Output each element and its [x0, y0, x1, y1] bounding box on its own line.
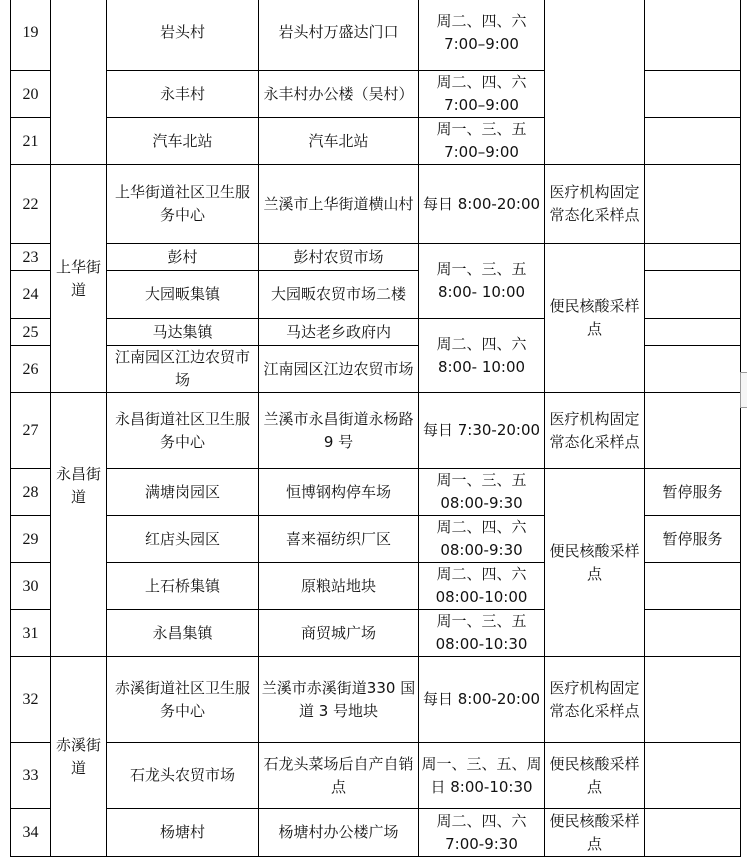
type-cell: 便民核酸采样点 [545, 469, 645, 657]
row-number: 29 [11, 516, 51, 563]
time-cell: 每日 8:00-20:00 [419, 657, 545, 743]
address-cell: 喜来福纺织厂区 [259, 516, 419, 563]
address-cell: 兰溪市上华街道横山村 [259, 165, 419, 244]
type-cell: 便民核酸采样点 [545, 244, 645, 393]
time-cell: 周一、三、五、周日 8:00-10:30 [419, 743, 545, 809]
time-cell: 每日 7:30-20:00 [419, 393, 545, 469]
address-cell: 石龙头菜场后自产自销点 [259, 743, 419, 809]
row-number: 32 [11, 657, 51, 743]
type-cell: 便民核酸采样点 [545, 809, 645, 857]
row-number: 34 [11, 809, 51, 857]
place-cell: 岩头村 [107, 0, 259, 71]
place-cell: 红店头园区 [107, 516, 259, 563]
place-cell: 满塘岗园区 [107, 469, 259, 516]
row-number: 28 [11, 469, 51, 516]
table-row [11, 0, 741, 71]
time-cell: 周二、四、六 8:00- 10:00 [419, 319, 545, 393]
row-number: 31 [11, 610, 51, 657]
note-cell [645, 657, 741, 743]
table-row [11, 165, 741, 244]
time-cell: 周二、四、六 08:00-9:30 [419, 516, 545, 563]
note-cell [645, 393, 741, 469]
table-row [11, 469, 741, 516]
row-number: 24 [11, 271, 51, 319]
place-cell: 永昌集镇 [107, 610, 259, 657]
time-cell: 周一、三、五 08:00-10:30 [419, 610, 545, 657]
address-cell: 彭村农贸市场 [259, 244, 419, 271]
row-number: 30 [11, 563, 51, 610]
table-row [11, 809, 741, 857]
address-cell: 兰溪市赤溪街道330 国道 3 号地块 [259, 657, 419, 743]
address-cell: 岩头村万盛达门口 [259, 0, 419, 71]
district-cell [51, 0, 107, 165]
place-cell: 上华街道社区卫生服务中心 [107, 165, 259, 244]
time-cell: 周二、四、六 7:00–9:00 [419, 0, 545, 71]
address-cell: 恒博钢构停车场 [259, 469, 419, 516]
district-label: 永昌街道 [55, 465, 101, 506]
note-cell [645, 346, 741, 393]
address-cell: 商贸城广场 [259, 610, 419, 657]
district-cell: 上华街道 [51, 165, 107, 393]
row-number: 23 [11, 244, 51, 271]
place-cell: 赤溪街道社区卫生服务中心 [107, 657, 259, 743]
type-cell: 医疗机构固定常态化采样点 [545, 165, 645, 244]
address-cell: 汽车北站 [259, 118, 419, 165]
address-cell: 永丰村办公楼（吴村） [259, 71, 419, 118]
place-cell: 杨塘村 [107, 809, 259, 857]
place-cell: 永丰村 [107, 71, 259, 118]
table-row [11, 743, 741, 809]
type-cell: 医疗机构固定常态化采样点 [545, 393, 645, 469]
address-cell: 大园畈农贸市场二楼 [259, 271, 419, 319]
row-number: 22 [11, 165, 51, 244]
type-cell: 医疗机构固定常态化采样点 [545, 657, 645, 743]
note-cell [645, 271, 741, 319]
place-cell: 上石桥集镇 [107, 563, 259, 610]
time-cell: 周一、三、五 8:00- 10:00 [419, 244, 545, 319]
place-cell: 汽车北站 [107, 118, 259, 165]
time-cell: 周二、四、六 7:00-9:30 [419, 809, 545, 857]
row-number: 25 [11, 319, 51, 346]
scroll-handle[interactable] [740, 372, 747, 408]
row-number: 27 [11, 393, 51, 469]
time-cell: 周一、三、五 7:00–9:00 [419, 118, 545, 165]
place-cell: 大园畈集镇 [107, 271, 259, 319]
table-row [11, 393, 741, 469]
note-cell [645, 118, 741, 165]
address-cell: 江南园区江边农贸市场 [259, 346, 419, 393]
note-cell: 暂停服务 [645, 469, 741, 516]
sampling-sites-table [10, 0, 741, 857]
place-cell: 彭村 [107, 244, 259, 271]
time-cell: 周二、四、六 08:00-10:00 [419, 563, 545, 610]
note-cell [645, 610, 741, 657]
note-cell [645, 319, 741, 346]
type-cell [545, 0, 645, 165]
district-cell [51, 393, 107, 657]
time-cell: 周一、三、五 08:00-9:30 [419, 469, 545, 516]
note-cell [645, 743, 741, 809]
district-cell: 赤溪街道 [51, 657, 107, 857]
table-row [11, 244, 741, 271]
note-cell [645, 71, 741, 118]
address-cell: 杨塘村办公楼广场 [259, 809, 419, 857]
place-cell: 永昌街道社区卫生服务中心 [107, 393, 259, 469]
place-cell: 石龙头农贸市场 [107, 743, 259, 809]
note-cell: 暂停服务 [645, 516, 741, 563]
place-cell: 江南园区江边农贸市场 [107, 346, 259, 393]
table-row [11, 657, 741, 743]
row-number: 26 [11, 346, 51, 393]
address-cell: 兰溪市永昌街道永杨路 9 号 [259, 393, 419, 469]
note-cell [645, 244, 741, 271]
row-number: 19 [11, 0, 51, 71]
place-cell: 马达集镇 [107, 319, 259, 346]
time-cell: 周二、四、六 7:00–9:00 [419, 71, 545, 118]
address-cell: 原粮站地块 [259, 563, 419, 610]
note-cell [645, 809, 741, 857]
row-number: 20 [11, 71, 51, 118]
row-number: 33 [11, 743, 51, 809]
time-cell: 每日 8:00-20:00 [419, 165, 545, 244]
note-cell [645, 165, 741, 244]
address-cell: 马达老乡政府内 [259, 319, 419, 346]
row-number: 21 [11, 118, 51, 165]
type-cell: 便民核酸采样点 [545, 743, 645, 809]
note-cell [645, 0, 741, 71]
note-cell [645, 563, 741, 610]
